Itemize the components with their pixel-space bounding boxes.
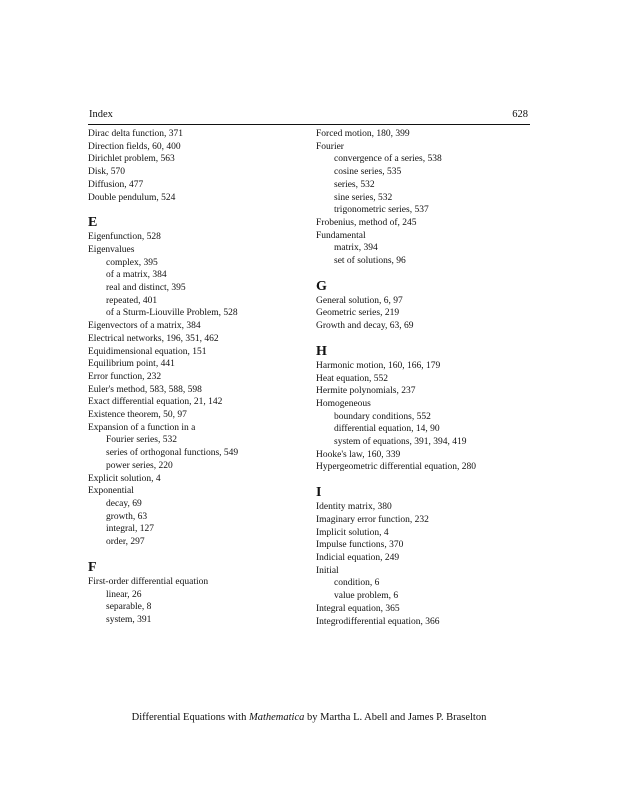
- index-entry: Identity matrix, 380: [316, 502, 392, 513]
- index-subentry: series, 532: [334, 179, 375, 190]
- index-entry: Fourier: [316, 141, 344, 152]
- index-column-left: [88, 128, 308, 627]
- index-entry: Error function, 232: [88, 371, 162, 382]
- index-subentry: boundary conditions, 552: [334, 411, 431, 422]
- index-subentry: growth, 63: [106, 511, 148, 522]
- index-subentry: of a matrix, 384: [106, 270, 167, 281]
- index-entry: Forced motion, 180, 399: [316, 129, 410, 139]
- index-subentry: system, 391: [106, 614, 152, 625]
- index-entry: Double pendulum, 524: [88, 192, 176, 203]
- index-entry: Hermite polynomials, 237: [316, 386, 416, 397]
- index-subentry: of a Sturm-Liouville Problem, 528: [106, 308, 238, 319]
- index-entry: Exponential: [88, 486, 134, 497]
- index-subentry: real and distinct, 395: [106, 283, 186, 294]
- index-entry: Imaginary error function, 232: [316, 514, 429, 525]
- footer-prefix: Differential Equations with: [131, 712, 249, 723]
- index-entry: Euler's method, 583, 588, 598: [88, 384, 202, 395]
- page-header: [88, 108, 530, 125]
- index-entry: Integral equation, 365: [316, 603, 400, 614]
- index-entry: Integrodifferential equation, 366: [316, 616, 440, 627]
- page-footer: [0, 712, 618, 723]
- section-letter: H: [316, 343, 327, 359]
- index-entry: General solution, 6, 97: [316, 295, 403, 306]
- index-subentry: convergence of a series, 538: [334, 154, 442, 165]
- index-column-right: [316, 128, 536, 628]
- index-entry: Dirac delta function, 371: [88, 129, 183, 139]
- index-entry: Existence theorem, 50, 97: [88, 410, 187, 421]
- index-subentry: matrix, 394: [334, 243, 378, 254]
- index-entry: Impulse functions, 370: [316, 540, 404, 551]
- index-entry: Frobenius, method of, 245: [316, 217, 417, 228]
- index-subentry: integral, 127: [106, 524, 155, 535]
- index-entry: Homogeneous: [316, 398, 371, 409]
- index-subentry: differential equation, 14, 90: [334, 424, 440, 435]
- index-subentry: trigonometric series, 537: [334, 205, 429, 216]
- index-entry: First-order differential equation: [88, 576, 209, 587]
- index-entry: Growth and decay, 63, 69: [316, 321, 414, 332]
- index-subentry: separable, 8: [106, 602, 152, 613]
- index-subentry: cosine series, 535: [334, 167, 402, 178]
- index-subentry: repeated, 401: [106, 295, 158, 306]
- index-entry: Explicit solution, 4: [88, 473, 161, 484]
- index-subentry: linear, 26: [106, 589, 142, 600]
- footer-suffix: by Martha L. Abell and James P. Braselton: [304, 712, 487, 723]
- index-entry: Indicial equation, 249: [316, 552, 400, 563]
- index-entry: Expansion of a function in a: [88, 422, 196, 433]
- index-entry: Initial: [316, 565, 339, 576]
- index-entry: Exact differential equation, 21, 142: [88, 397, 223, 408]
- index-entry: Equidimensional equation, 151: [88, 346, 207, 357]
- index-subentry: set of solutions, 96: [334, 256, 406, 267]
- header-title: Index: [89, 109, 113, 120]
- section-letter: I: [316, 485, 322, 501]
- index-entry: Hooke's law, 160, 339: [316, 449, 401, 460]
- footer-italic-title: Mathematica: [248, 712, 305, 723]
- section-letter: E: [88, 215, 98, 231]
- index-entry: Implicit solution, 4: [316, 527, 389, 538]
- index-entry: Diffusion, 477: [88, 179, 144, 190]
- index-entry: Dirichlet problem, 563: [88, 154, 175, 165]
- index-subentry: system of equations, 391, 394, 419: [334, 437, 467, 448]
- index-subentry: sine series, 532: [334, 192, 393, 203]
- index-entry: Hypergeometric differential equation, 280: [316, 462, 477, 473]
- index-entry: Eigenvectors of a matrix, 384: [88, 321, 201, 332]
- index-subentry: Fourier series, 532: [106, 435, 177, 446]
- index-subentry: series of orthogonal functions, 549: [106, 448, 239, 459]
- index-entry: Harmonic motion, 160, 166, 179: [316, 360, 441, 371]
- index-subentry: decay, 69: [106, 498, 142, 509]
- index-subentry: condition, 6: [334, 578, 380, 589]
- index-entry: Eigenvalues: [88, 244, 135, 255]
- index-entry: Direction fields, 60, 400: [88, 141, 181, 152]
- index-entry: Disk, 570: [88, 167, 125, 178]
- index-entry: Heat equation, 552: [316, 373, 389, 384]
- index-entry: Fundamental: [316, 230, 366, 241]
- index-subentry: complex, 395: [106, 257, 158, 268]
- section-letter: F: [88, 559, 97, 575]
- index-entry: Geometric series, 219: [316, 308, 400, 319]
- index-subentry: power series, 220: [106, 460, 173, 471]
- section-letter: G: [316, 278, 327, 294]
- index-subentry: value problem, 6: [334, 591, 399, 602]
- page-number: 628: [512, 109, 528, 120]
- index-entry: Equilibrium point, 441: [88, 359, 175, 370]
- index-entry: Electrical networks, 196, 351, 462: [88, 333, 219, 344]
- index-subentry: order, 297: [106, 537, 145, 548]
- index-entry: Eigenfunction, 528: [88, 232, 161, 243]
